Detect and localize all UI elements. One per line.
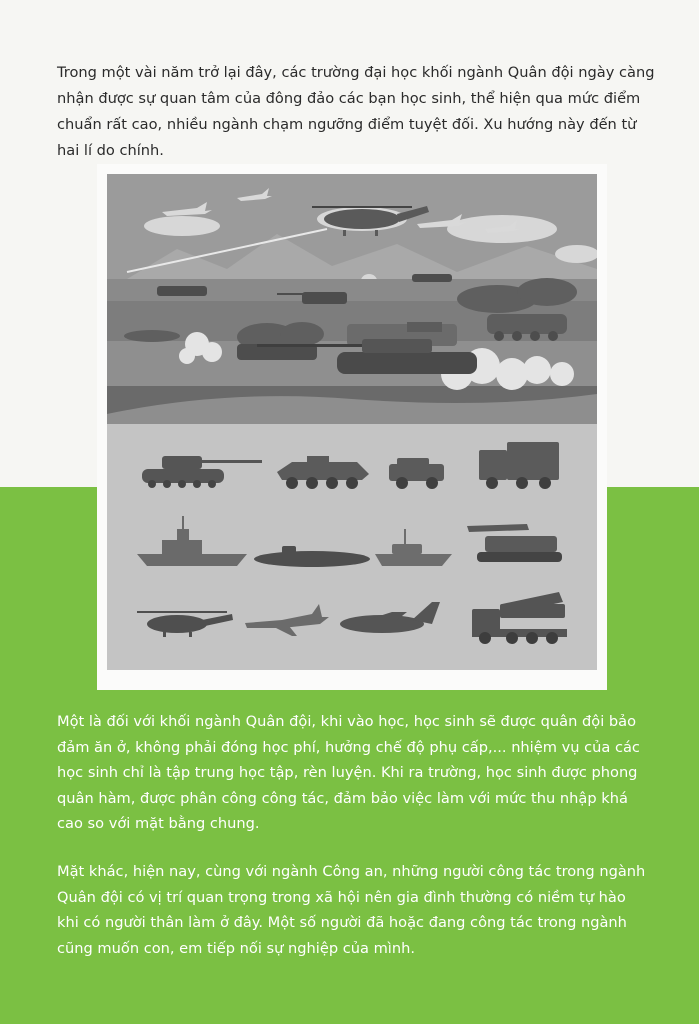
illustration-frame bbox=[97, 164, 607, 690]
body-paragraph-2: Mặt khác, hiện nay, cùng với ngành Công an, những người công tác trong ngành Quân đội có vị trí quan trọng trong xã hội nên gia đình thường có niềm tự hào khi có người thân làm ở đây. Một số người đã hoặc đang công tác trong ngành cũng muốn con, em tiếp nối sự nghiệp của mình. bbox=[57, 863, 646, 957]
body-paragraph-1: Một là đối với khối ngành Quân đội, khi vào học, học sinh sẽ được quân đội bảo đảm ăn ở, không phải đóng học phí, hưởng chế độ phụ cấp,... nhiệm vụ của các học sinh chỉ là tập trung học tập, rèn luyện. Khi ra trường, học sinh được phong quân hàm, được phân công công tác, đảm bảo việc làm với mức thu nhập khá cao so với mặt bằng chung. bbox=[57, 713, 640, 832]
intro-paragraph: Trong một vài năm trở lại đây, các trường đại học khối ngành Quân đội ngày càng nhận được sự quan tâm của đông đảo các bạn học sinh, thể hiện qua mức điểm chuẩn rất cao, nhiều ngành chạm ngưỡng điểm tuyệt đối. Xu hướng này đến từ hai lí do chính. bbox=[57, 64, 655, 159]
military-illustration bbox=[107, 174, 597, 670]
